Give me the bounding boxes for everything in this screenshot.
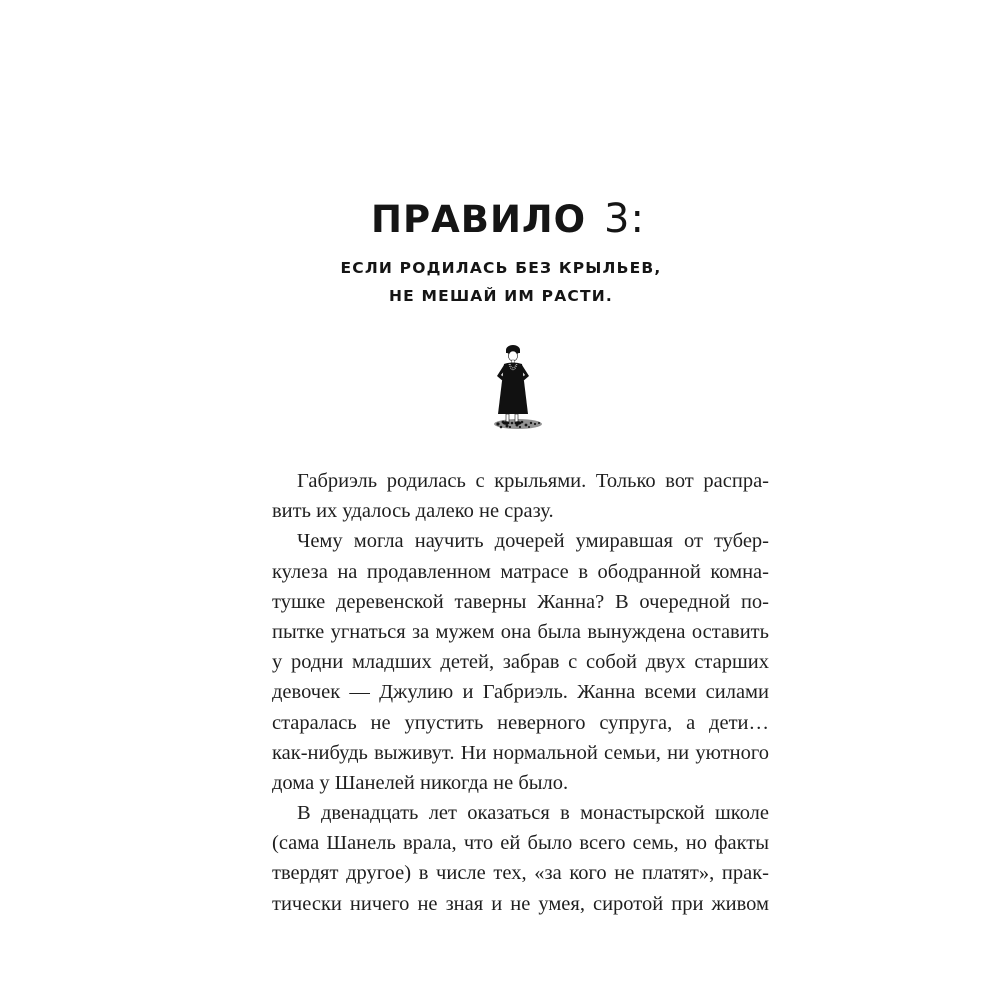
text-line: твердят другое) в числе тех, «за кого не платят», прак-	[272, 862, 769, 885]
text-line: В двенадцать лет оказаться в монастырской школе	[297, 802, 769, 825]
text-line: у родни младших детей, забрав с собой двух старших	[272, 651, 769, 674]
text-line: Габриэль родилась с крыльями. Только вот распра-	[297, 470, 769, 492]
text-line: тически ничего не зная и не умея, сиротой при живом	[272, 892, 769, 915]
text-line: Чему могла научить дочерей умиравшая от тубер-	[297, 530, 769, 553]
chapter-number: 3:	[604, 196, 645, 242]
woman-figure-illustration	[484, 338, 548, 438]
text-line: старалась не упустить неверного супруга, а дети…	[272, 711, 769, 734]
text-line: пытке угнаться за мужем она была вынуждена оставить	[272, 620, 769, 643]
chapter-title	[0, 196, 1000, 243]
chapter-title-word: ПРАВИЛО	[371, 198, 587, 241]
text-line: как-нибудь выживут. Ни нормальной семьи, ни уютного	[272, 741, 769, 764]
text-line: тушке деревенской таверны Жанна? В очередной по-	[272, 590, 769, 613]
text-line: вить их удалось далеко не сразу.	[272, 500, 554, 523]
subtitle-line: ЕСЛИ РОДИЛАСЬ БЕЗ КРЫЛЬЕВ,	[340, 259, 662, 277]
text-line: девочек — Джулию и Габриэль. Жанна всеми силами	[272, 681, 769, 704]
subtitle-line: НЕ МЕШАЙ ИМ РАСТИ.	[388, 287, 614, 305]
text-line: (сама Шанель врала, что ей было всего семь, но факты	[272, 832, 769, 855]
body-text	[272, 466, 769, 919]
text-line: дома у Шанелей никогда не было.	[272, 771, 569, 794]
chapter-subtitle	[0, 254, 1000, 310]
text-line: кулеза на продавленном матрасе в ободранной комна-	[272, 560, 769, 583]
